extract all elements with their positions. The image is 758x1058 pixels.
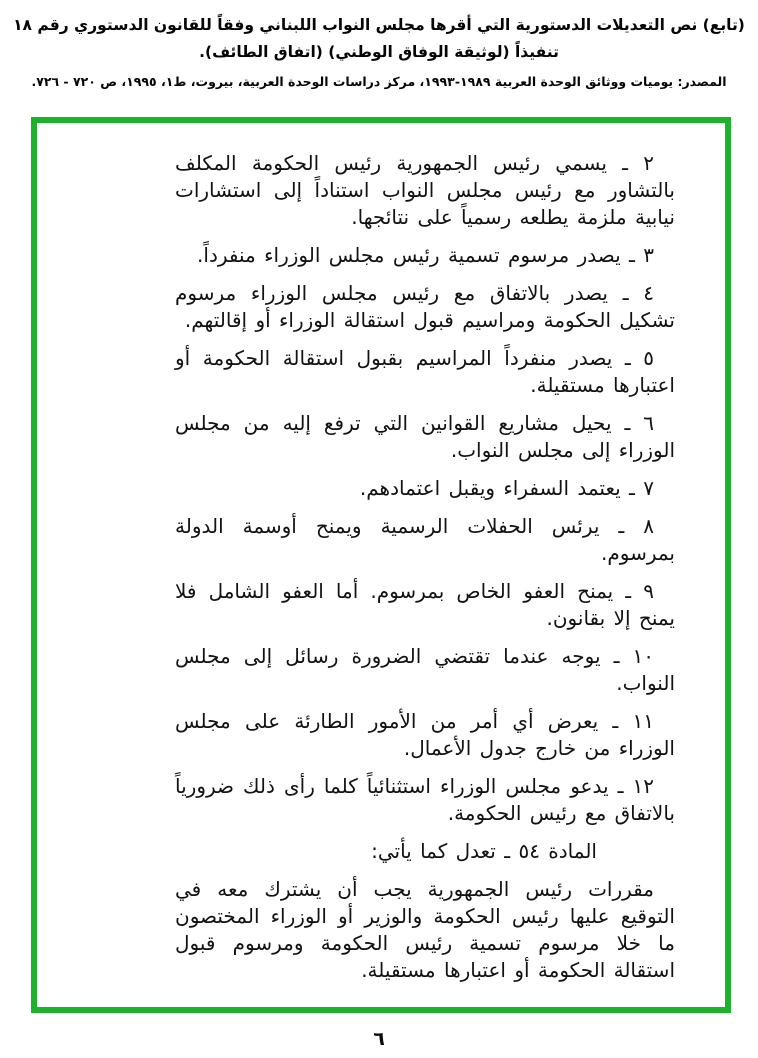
closing-paragraph: مقررات رئيس الجمهورية يجب أن يشترك معه في التوقيع عليها رئيس الحكومة والوزير أو الوزراء المختصون ما خلا مرسوم تسمية رئيس الحكومة ومرسوم قبول استقالة الحكومة أو اعتبارها مستقيلة.	[175, 877, 675, 982]
clause-item-6: ٦ ـ يحيل مشاريع القوانين التي ترفع إليه من مجلس الوزراء إلى مجلس النواب.	[175, 411, 675, 462]
clause-item-3: ٣ ـ يصدر مرسوم تسمية رئيس مجلس الوزراء منفرداً.	[197, 243, 654, 267]
clause-item-7: ٧ ـ يعتمد السفراء ويقبل اعتمادهم.	[359, 476, 654, 500]
clause-item-10: ١٠ ـ يوجه عندما تقتضي الضرورة رسائل إلى مجلس النواب.	[175, 644, 675, 695]
page-title: (تابع) نص التعديلات الدستورية التي أقرها مجلس النواب اللبناني وفقاً للقانون الدستوري رقم ١٨ تنفيذاً (لوثيقة الوفاق الوطني) (اتفاق الطائف).	[13, 16, 745, 61]
page-header	[0, 12, 758, 91]
clause-item-5: ٥ ـ يصدر منفرداً المراسيم بقبول استقالة الحكومة أو اعتبارها مستقيلة.	[175, 346, 675, 397]
clause-item-12: ١٢ ـ يدعو مجلس الوزراء استثنائياً كلما رأى ذلك ضرورياً بالاتفاق مع رئيس الحكومة.	[175, 774, 675, 825]
clause-item-8: ٨ ـ يرئس الحفلات الرسمية ويمنح أوسمة الدولة بمرسوم.	[175, 514, 675, 565]
clause-item-4: ٤ ـ يصدر بالاتفاق مع رئيس مجلس الوزراء مرسوم تشكيل الحكومة ومراسيم قبول استقالة الوزراء أو إقالتهم.	[175, 281, 675, 332]
clause-item-9: ٩ ـ يمنح العفو الخاص بمرسوم. أما العفو الشامل فلا يمنح إلا بقانون.	[175, 579, 675, 630]
source-line: المصدر: يوميات ووثائق الوحدة العربية ١٩٨٩-١٩٩٣، مركز دراسات الوحدة العربية، بيروت، ط١، ١٩٩٥، ص ٧٢٠ - ٧٢٦.	[31, 74, 727, 89]
article-54-heading: المادة ٥٤ ـ تعدل كما يأتي:	[371, 839, 597, 863]
content-frame	[31, 117, 731, 1013]
page-number: ٦	[373, 1028, 385, 1050]
content-body	[37, 123, 725, 1007]
clause-item-11: ١١ ـ يعرض أي أمر من الأمور الطارئة على مجلس الوزراء من خارج جدول الأعمال.	[175, 709, 675, 760]
clause-item-2: ٢ ـ يسمي رئيس الجمهورية رئيس الحكومة المكلف بالتشاور مع رئيس مجلس النواب استناداً إلى استشارات نيابية ملزمة يطلعه رسمياً على نتائجها.	[175, 151, 675, 229]
